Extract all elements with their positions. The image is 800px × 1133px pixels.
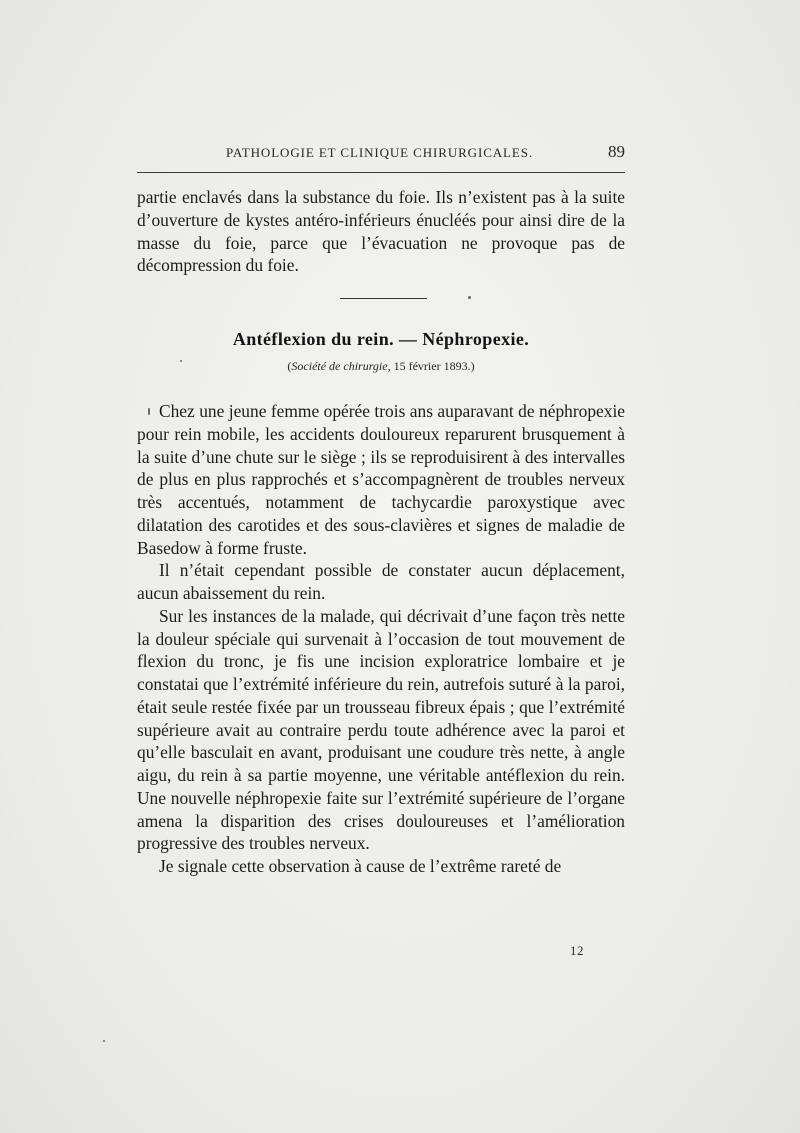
running-title: PATHOLOGIE ET CLINIQUE CHIRURGICALES. [226,145,534,160]
continuation-text [137,186,625,277]
paper-speck [468,296,471,299]
body-text [137,400,625,878]
paper-speck [103,1040,105,1042]
continuation-paragraph: partie enclavés dans la substance du foie. Ils n’existent pas à la suite d’ouverture de kystes antéro-inférieurs énucléés pour ainsi dire de la masse du foie, parce que l’évacuation ne provoque pas de décompression du foie. [137,187,625,276]
signature-mark: 12 [570,943,584,958]
header-rule [137,172,625,173]
running-head [137,141,625,167]
paragraph-4: Je signale cette observation à cause de l’extrême rareté de [159,856,562,876]
source-open: ( [287,359,292,373]
section-divider [340,298,427,299]
source-journal: Société de chirurgie [291,359,388,373]
paragraph-2: Il n’était cependant possible de constater aucun déplacement, aucun abaissement du rein. [137,560,625,603]
page-number: 89 [608,142,625,161]
paragraph-3: Sur les instances de la malade, qui décrivait d’une façon très nette la douleur spéciale qui survenait à l’occasion de tout mouvement de flexion du tronc, je fis une incision exploratrice lombaire et je constatai que l’extrémité inférieure du rein, autrefois suturé à la paroi, était seule restée fixée par un trousseau fibreux épais ; que l’extrémité supérieure avait au contraire perdu toute adhérence avec la paroi et qu’elle basculait en avant, produisant une coudure très nette, à angle aigu, du rein à sa partie moyenne, une véritable antéflexion du rein. Une nouvelle néphropexie faite sur l’extrémité supérieure de l’organe amena la disparition des crises douloureuses et l’amélioration progressive des troubles nerveux. [137,605,625,854]
section-title: Antéflexion du rein. — Néphropexie. [232,329,530,349]
paper-speck [148,408,150,415]
section-source [137,359,625,374]
source-date: , 15 février 1893.) [387,359,475,373]
paper-speck [180,360,182,362]
paragraph-1: Chez une jeune femme opérée trois ans auparavant de néphropexie pour rein mobile, les accidents douloureux reparurent brusquement à la suite d’une chute sur le siège ; ils se reproduisirent à des intervalles de plus en plus rapprochés et s’accompagnèrent de troubles nerveux très accentués, notamment de tachycardie paroxystique avec dilatation des carotides et des sous-clavières et signes de maladie de Basedow à forme fruste. [137,401,625,558]
